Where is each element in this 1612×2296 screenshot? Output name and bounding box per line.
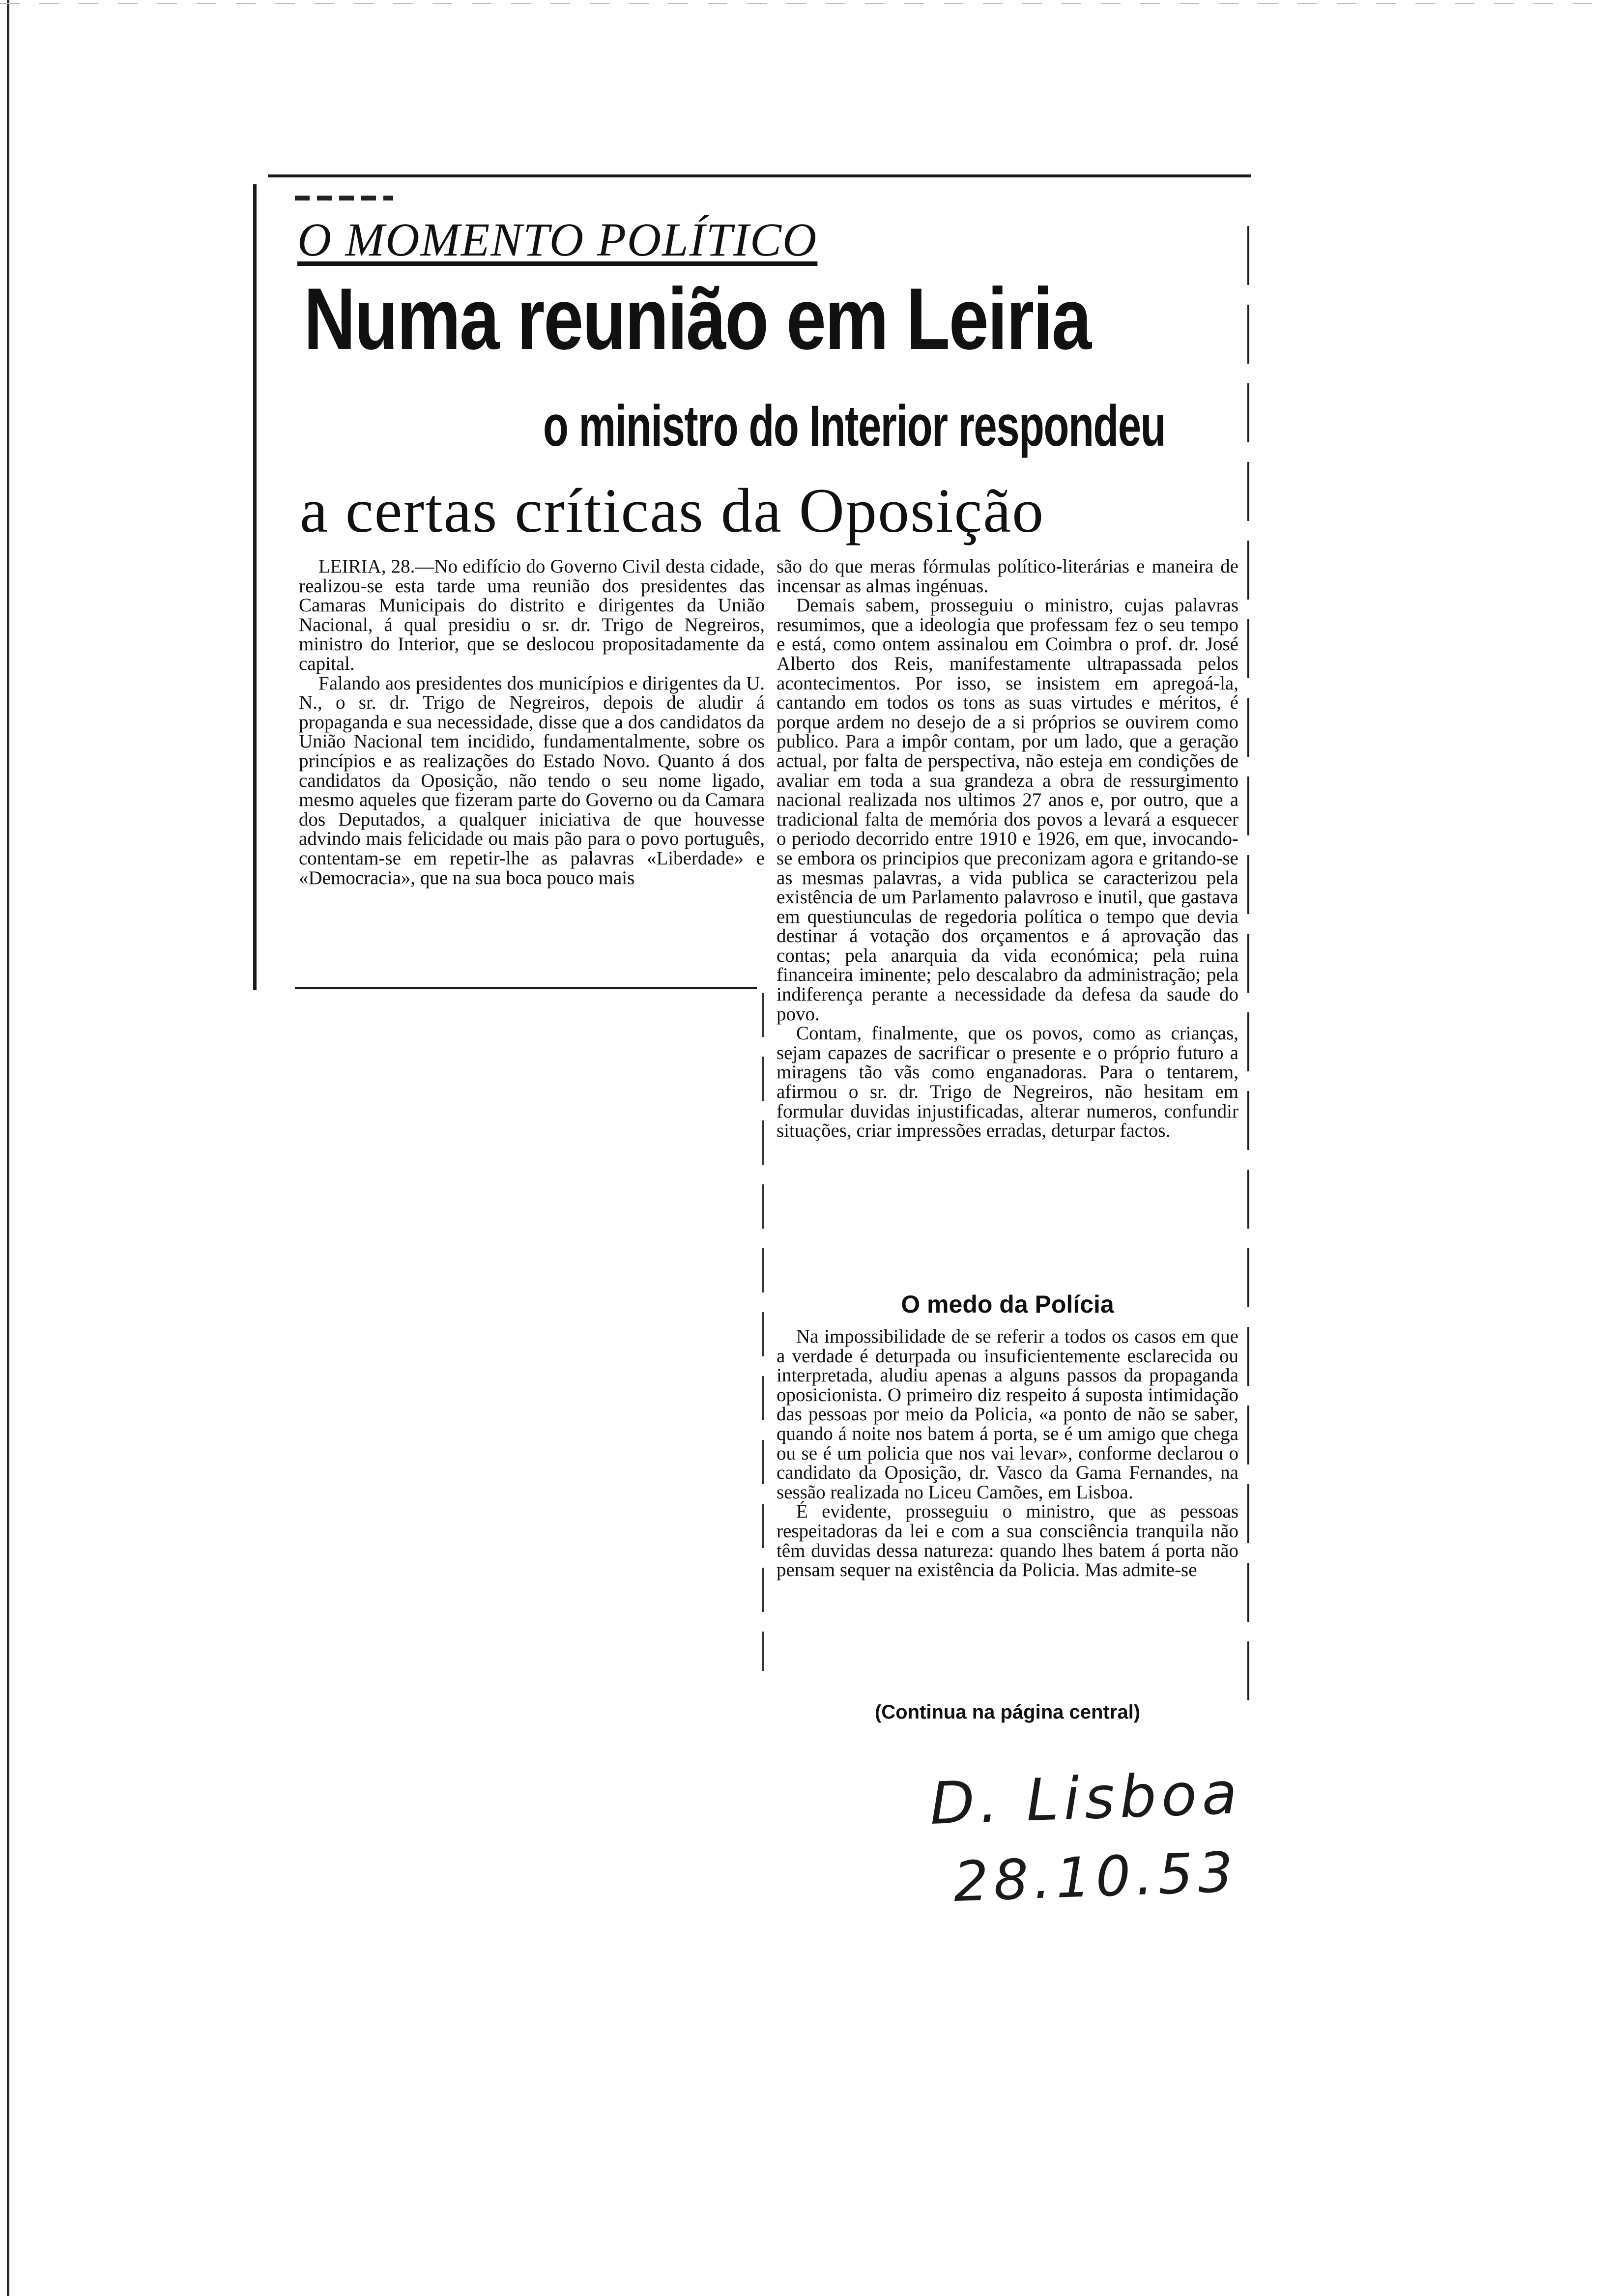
scan-top-edge [0,3,1612,4]
article-right-column-top [777,557,1238,1141]
clipping-top-rule [268,174,1251,177]
article-paragraph: É evidente, prosseguiu o ministro, que as pessoas respeitadoras da lei e com a sua consciência tranquila não têm duvidas dessa natureza: quando lhes batem á porta não pensam sequer na existência da Policia. Mas admite-se [777,1501,1238,1581]
article-paragraph: Na impossibilidade de se referir a todos os casos em que a verdade é deturpada ou insuficientemente esclarecida ou interpretada, aludiu apenas a alguns passos da propaganda oposicionista. O primeiro diz respeito á suposta intimidação das pessoas por meio da Policia, «a ponto de não se saber, quando á noite nos batem á porta, se é um amigo que chega ou se é um policia que nos vai levar», conforme declarou o candidato da Oposição, dr. Vasco da Gama Fernandes, na sessão realizada no Liceu Camões, em Lisboa. [777,1326,1238,1503]
scan-left-edge [7,0,9,2296]
left-column-bottom-rule [295,987,757,989]
continuation-note: (Continua na página central) [874,1701,1141,1723]
article-paragraph: LEIRIA, 28.—No edifício do Governo Civil desta cidade, realizou-se esta tarde uma reunião dos presidentes das Camaras Municipais do distrito e dirigentes da União Nacional, á qual presidiu o sr. dr. Trigo de Negreiros, ministro do Interior, que se deslocou propositadamente da capital. [299,556,765,674]
subheadline-line-2: a certas críticas da Oposição [300,476,1045,545]
clipping-scrap-mark [295,196,393,201]
handwritten-source: D. Lisboa [928,1758,1243,1838]
section-heading: O medo da Polícia [901,1291,1114,1318]
subheadline-line-1: o ministro do Interior respondeu [543,394,1166,459]
article-paragraph: Falando aos presidentes dos municípios e dirigentes da U. N., o sr. dr. Trigo de Negreiros, depois de aludir á propaganda e sua necessidade, disse que a dos candidatos da União Nacional tem incidido, fundamentalmente, sobre os princípios e as realizações do Estado Novo. Quanto á dos candidatos da Oposição, não tendo o seu nome ligado, mesmo aqueles que fizeram parte do Governo ou da Camara dos Deputados, a qualquer iniciativa de que houvesse advindo mais felicidade ou mais pão para o povo português, contentam-se em repetir-lhe as palavras «Liberdade» e «Democracia», que na sua boca pouco mais [299,672,765,889]
article-paragraph: Contam, finalmente, que os povos, como as crianças, sejam capazes de sacrificar o presente e o próprio futuro a miragens tão vãs como enganadoras. Para o tentarem, afirmou o sr. dr. Trigo de Negreiros, não hesitam em formular duvidas injustificadas, alterar numeros, confundir situações, criar impressões erradas, deturpar factos. [777,1023,1238,1142]
clipping-left-rule [253,184,257,990]
article-right-column-bottom [777,1327,1238,1580]
handwritten-date: 28.10.53 [952,1840,1239,1915]
right-column-divider [762,993,764,1671]
article-paragraph: Demais sabem, prosseguiu o ministro, cujas palavras resumimos, que a ideologia que professam fez o seu tempo e está, como ontem assinalou em Coimbra o prof. dr. José Alberto dos Reis, manifestamente ultrapassada pelos acontecimentos. Por isso, se insistem em apregoá-la, cantando em todos os tons as suas virtudes e méritos, é porque ardem no desejo de a si próprios se ouvirem como publico. Para a impôr contam, por um lado, que a geração actual, por falta de perspectiva, não esteja em condições de avaliar em toda a sua grandeza a obra de ressurgimento nacional realizada nos ultimos 27 anos e, por outro, que a tradicional falta de memória dos povos a levará a esquecer o periodo decorrido entre 1910 e 1926, em que, invocando-se embora os principios que preconizam agora e gritando-se as mesmas palavras, a vida publica se caracterizou pela existência de um Parlamento palavroso e inutil, que gastava em questiunculas de regedoria política o tempo que devia destinar á votação dos orçamentos e á aprovação das contas; pela anarquia da vida económica; pela ruina financeira iminente; pelo descalabro da administração; pela indiferença perante a necessidade da defesa da saude do povo. [777,595,1238,1025]
article-left-column [299,557,765,888]
article-paragraph: são do que meras fórmulas político-literárias e maneira de incensar as almas ingénuas. [777,556,1238,597]
clipping-right-rule [1247,226,1249,1710]
headline: Numa reunião em Leiria [304,270,1091,368]
section-kicker: O MOMENTO POLÍTICO [297,213,818,266]
